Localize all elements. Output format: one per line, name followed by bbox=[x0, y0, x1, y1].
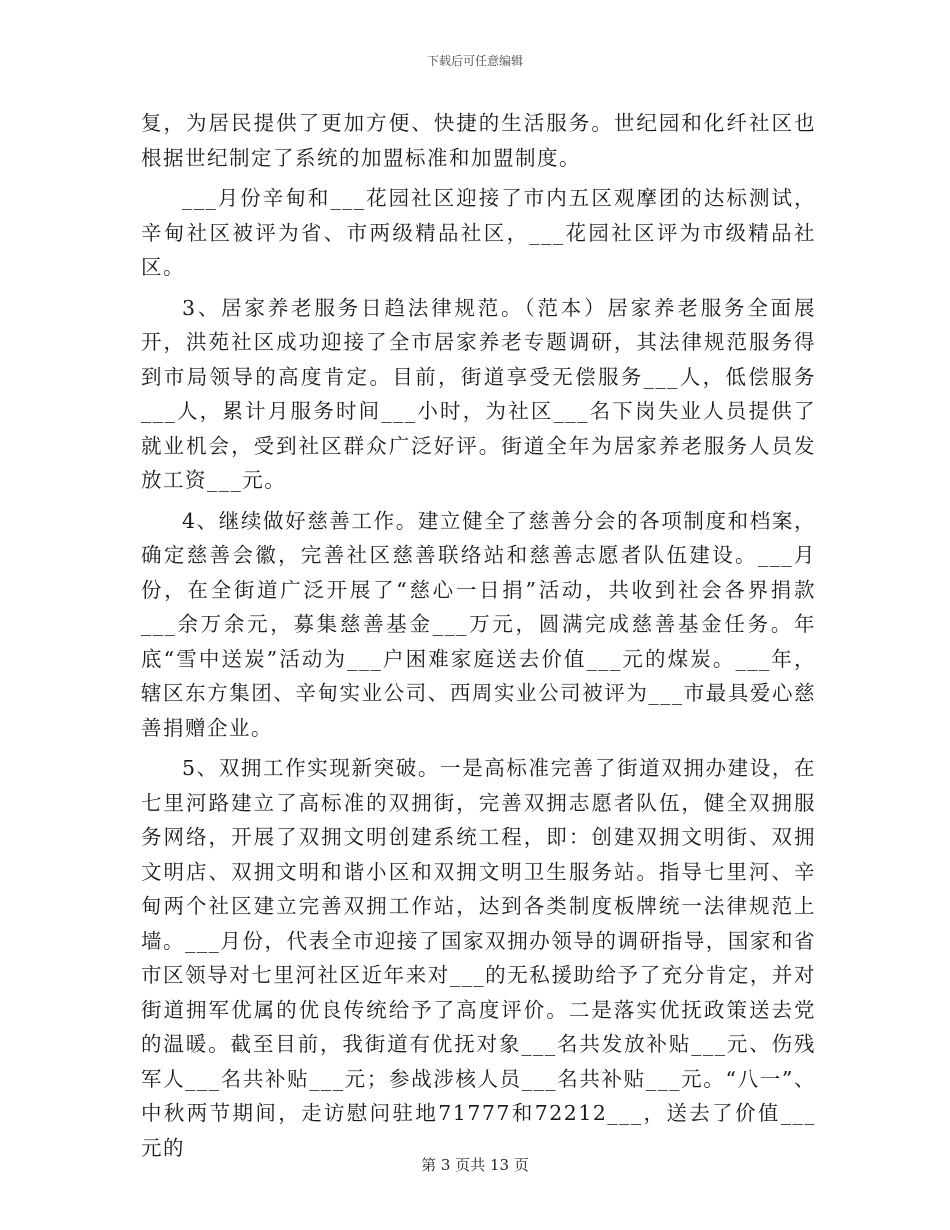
paragraph-1: 复，为居民提供了更加方便、快捷的生活服务。世纪园和化纤社区也根据世纪制定了系统的加盟标准和加盟制度。 bbox=[141, 111, 816, 170]
paragraph-3: 3、居家养老服务日趋法律规范。（范本）居家养老服务全面展开，洪苑社区成功迎接了全市居家养老专题调研，其法律规范服务得到市局领导的高度肯定。目前，街道享受无偿服务___人，低偿服务___人，累计月服务时间___小时，为社区___名下岗失业人员提供了就业机会，受到社区群众广泛好评。街道全年为居家养老服务人员发放工资___元。 bbox=[141, 295, 816, 492]
document-body bbox=[141, 106, 816, 1171]
page-footer: 第 3 页共 13 页 bbox=[421, 1156, 529, 1174]
paragraph-2: ___月份辛甸和___花园社区迎接了市内五区观摩团的达标测试，辛甸社区被评为省、市两级精品社区，___花园社区评为市级精品社区。 bbox=[141, 186, 816, 279]
paragraph-5: 5、双拥工作实现新突破。一是高标准完善了街道双拥办建设，在七里河路建立了高标准的双拥街，完善双拥志愿者队伍，健全双拥服务网络，开展了双拥文明创建系统工程，即：创建双拥文明街、双拥文明店、双拥文明和谐小区和双拥文明卫生服务站。指导七里河、辛甸两个社区建立完善双拥工作站，达到各类制度板牌统一法律规范上墙。___月份，代表全市迎接了国家双拥办领导的调研指导，国家和省市区领导对七里河社区近年来对___的无私援助给予了充分肯定，并对街道拥军优属的优良传统给予了高度评价。二是落实优抚政策送去党的温暖。截至目前，我街道有优抚对象___名共发放补贴___元、伤残军人___名共补贴___元；参战涉核人员___名共补贴___元。“八一”、中秋两节期间，走访慰问驻地71777和72212___，送去了价值___元的 bbox=[141, 756, 816, 1160]
paragraph-4: 4、继续做好慈善工作。建立健全了慈善分会的各项制度和档案，确定慈善会徽，完善社区慈善联络站和慈善志愿者队伍建设。___月份，在全街道广泛开展了“慈心一日捐”活动，共收到社会各界捐款___余万余元，募集慈善基金___万元，圆满完成慈善基金任务。年底“雪中送炭”活动为___户困难家庭送去价值___元的煤炭。___年，辖区东方集团、辛甸实业公司、西周实业公司被评为___市最具爱心慈善捐赠企业。 bbox=[141, 508, 816, 740]
page-header: 下载后可任意编辑 bbox=[426, 54, 523, 68]
